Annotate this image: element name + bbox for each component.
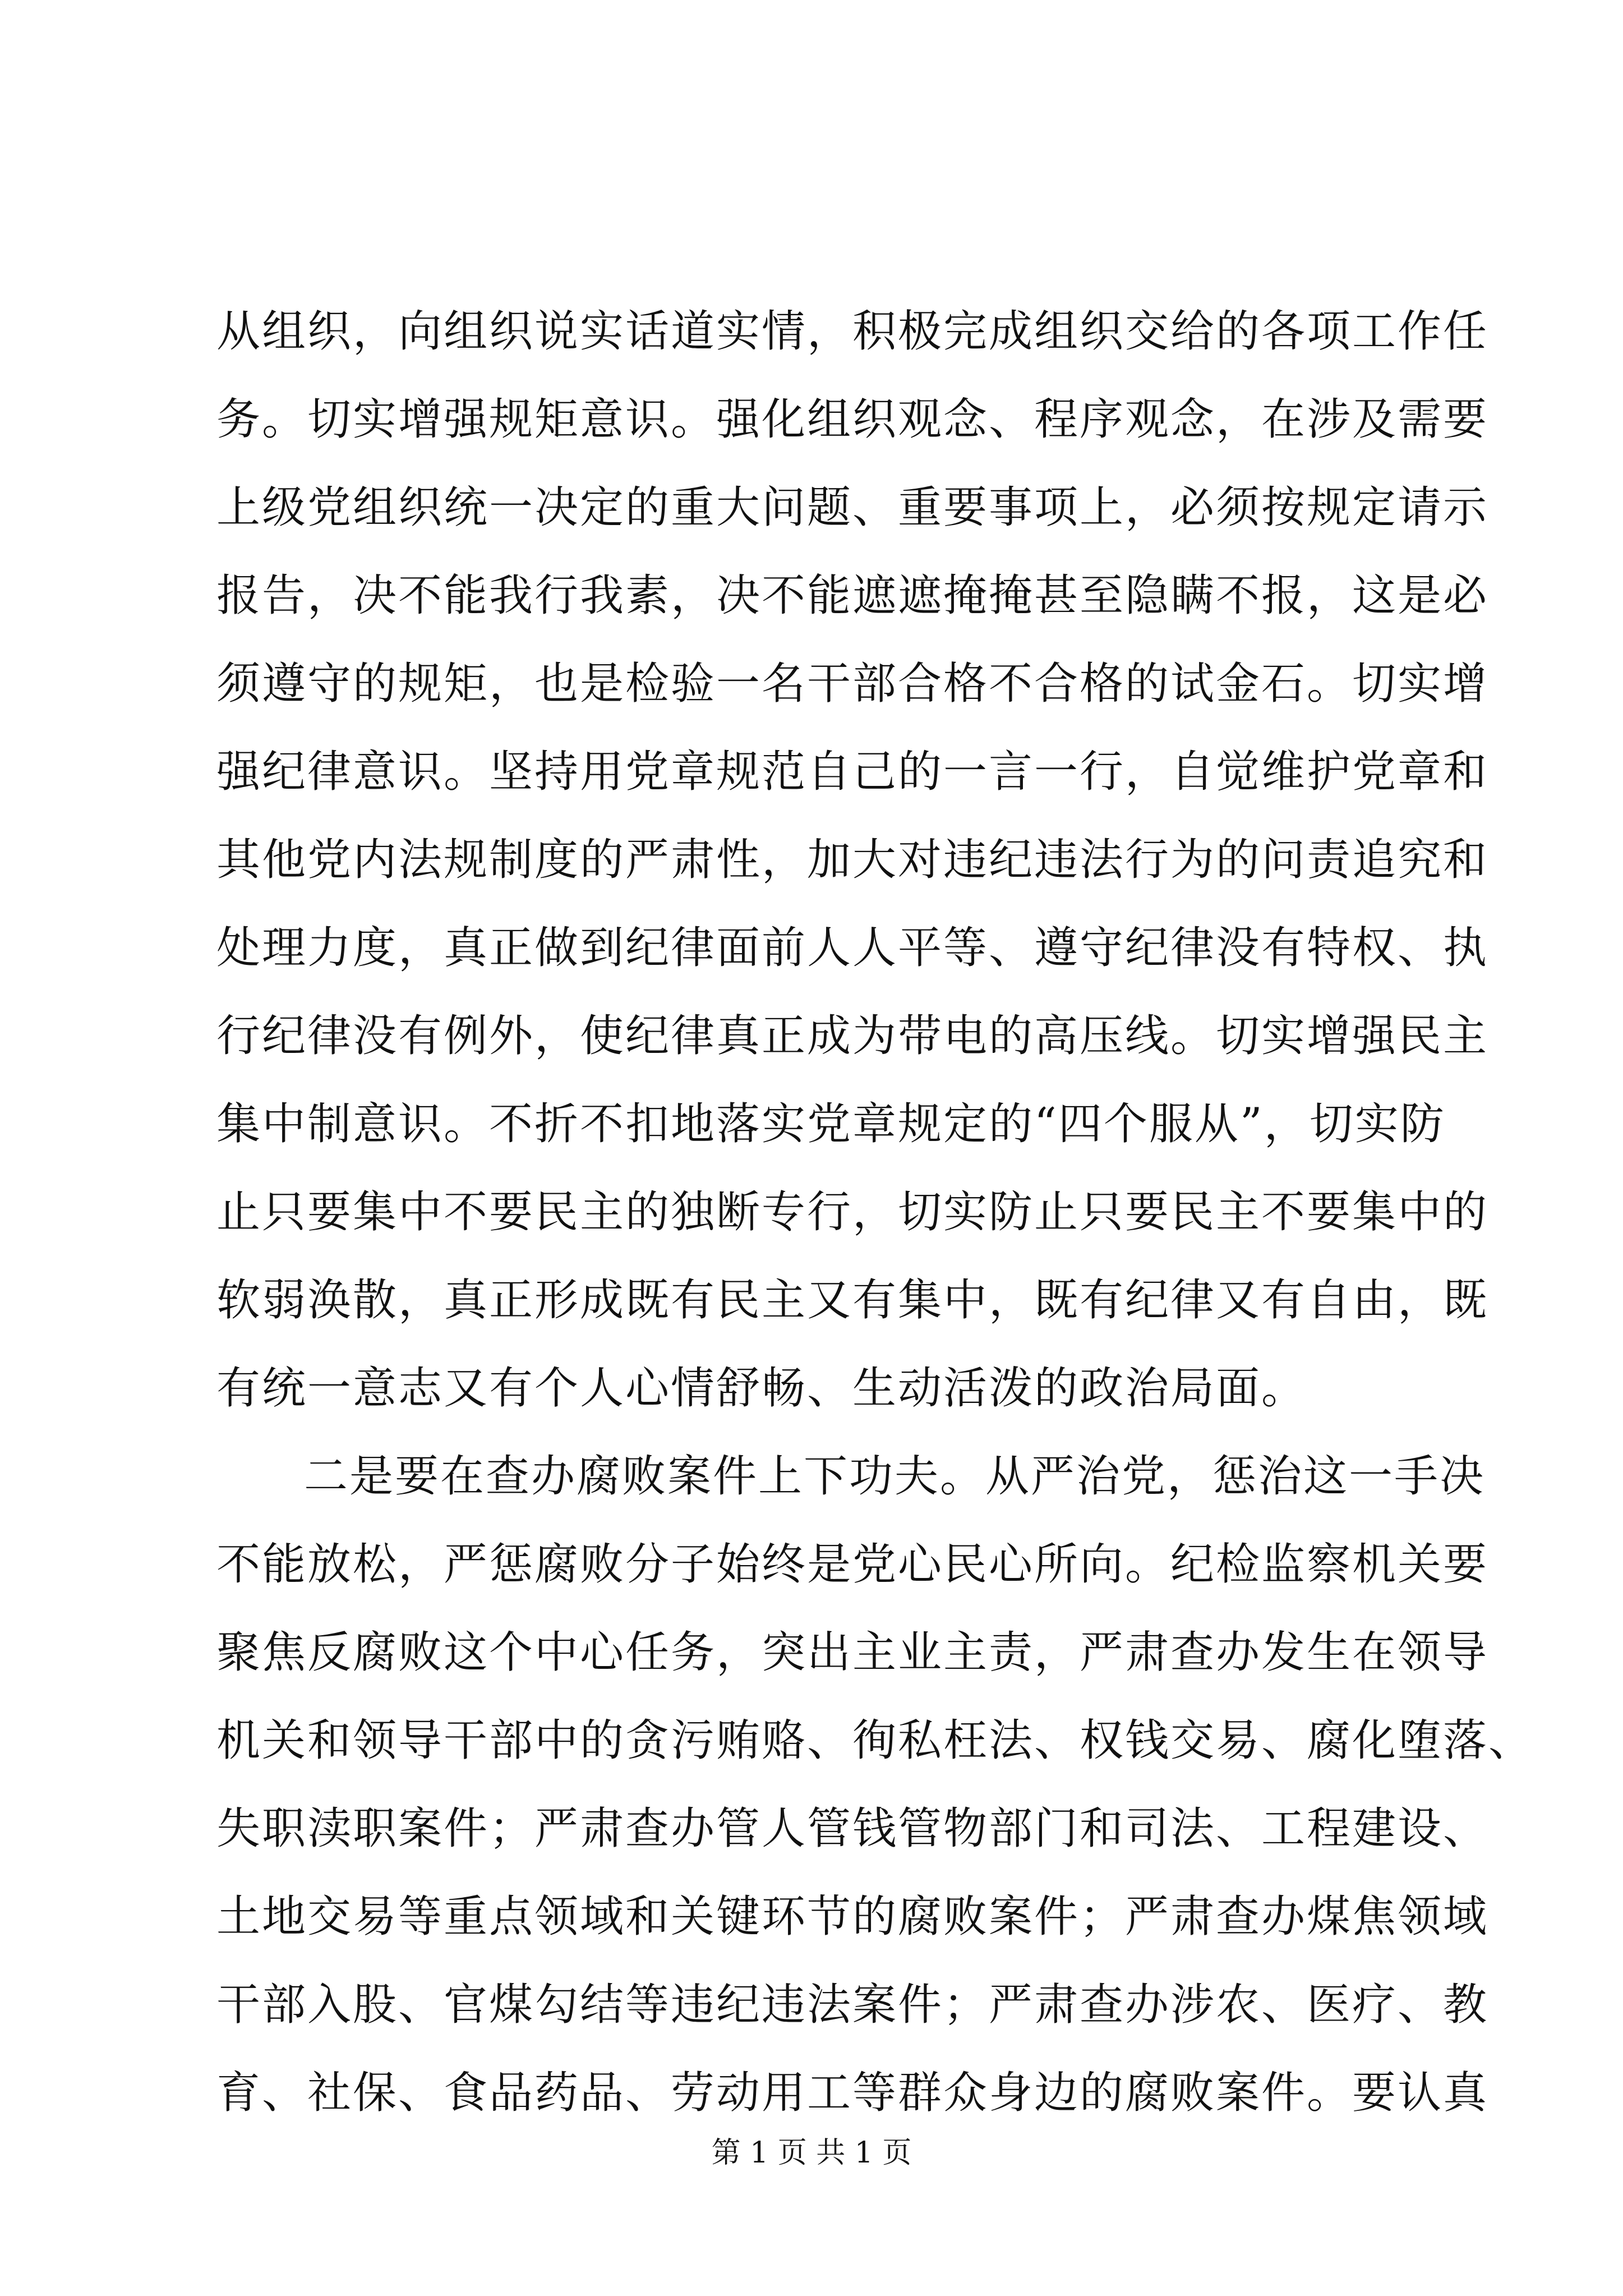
text-line: 须遵守的规矩，也是检验一名干部合格不合格的试金石。切实增: [216, 659, 1489, 709]
text-line: 集中制意识。不折不扣地落实党章规定的“四个服从”，切实防: [216, 1099, 1446, 1149]
text-line: 处理力度，真正做到纪律面前人人平等、遵守纪律没有特权、执: [216, 923, 1489, 973]
text-line: 机关和领导干部中的贪污贿赂、徇私枉法、权钱交易、腐化堕落、: [216, 1715, 1534, 1766]
text-line: 报告，决不能我行我素，决不能遮遮掩掩甚至隐瞒不报，这是必: [216, 570, 1489, 621]
paragraph-first-line: 二是要在查办腐败案件上下功夫。从严治党，惩治这一手决: [304, 1451, 1486, 1502]
text-line: 其他党内法规制度的严肃性，加大对违纪违法行为的问责追究和: [216, 835, 1489, 885]
text-line: 从组织，向组织说实话道实情，积极完成组织交给的各项工作任: [216, 306, 1489, 357]
text-line: 务。切实增强规矩意识。强化组织观念、程序观念，在涉及需要: [216, 394, 1489, 445]
text-line: 聚焦反腐败这个中心任务，突出主业主责，严肃查办发生在领导: [216, 1627, 1489, 1678]
text-line: 有统一意志又有个人心情舒畅、生动活泼的政治局面。: [216, 1363, 1307, 1414]
text-line: 育、社保、食品药品、劳动用工等群众身边的腐败案件。要认真: [216, 2068, 1489, 2118]
text-line: 失职渎职案件；严肃查办管人管钱管物部门和司法、工程建设、: [216, 1803, 1489, 1854]
text-line: 干部入股、官煤勾结等违纪违法案件；严肃查办涉农、医疗、教: [216, 1980, 1489, 2030]
text-line: 止只要集中不要民主的独断专行，切实防止只要民主不要集中的: [216, 1187, 1489, 1237]
text-line: 上级党组织统一决定的重大问题、重要事项上，必须按规定请示: [216, 482, 1489, 533]
text-line: 土地交易等重点领域和关键环节的腐败案件；严肃查办煤焦领域: [216, 1892, 1489, 1942]
text-line: 行纪律没有例外，使纪律真正成为带电的高压线。切实增强民主: [216, 1011, 1489, 1061]
page-number-footer: 第 1 页 共 1 页: [711, 2136, 912, 2170]
text-line: 不能放松，严惩腐败分子始终是党心民心所向。纪检监察机关要: [216, 1539, 1489, 1590]
text-line: 软弱涣散，真正形成既有民主又有集中，既有纪律又有自由，既: [216, 1275, 1489, 1326]
text-line: 强纪律意识。坚持用党章规范自己的一言一行，自觉维护党章和: [216, 747, 1489, 797]
